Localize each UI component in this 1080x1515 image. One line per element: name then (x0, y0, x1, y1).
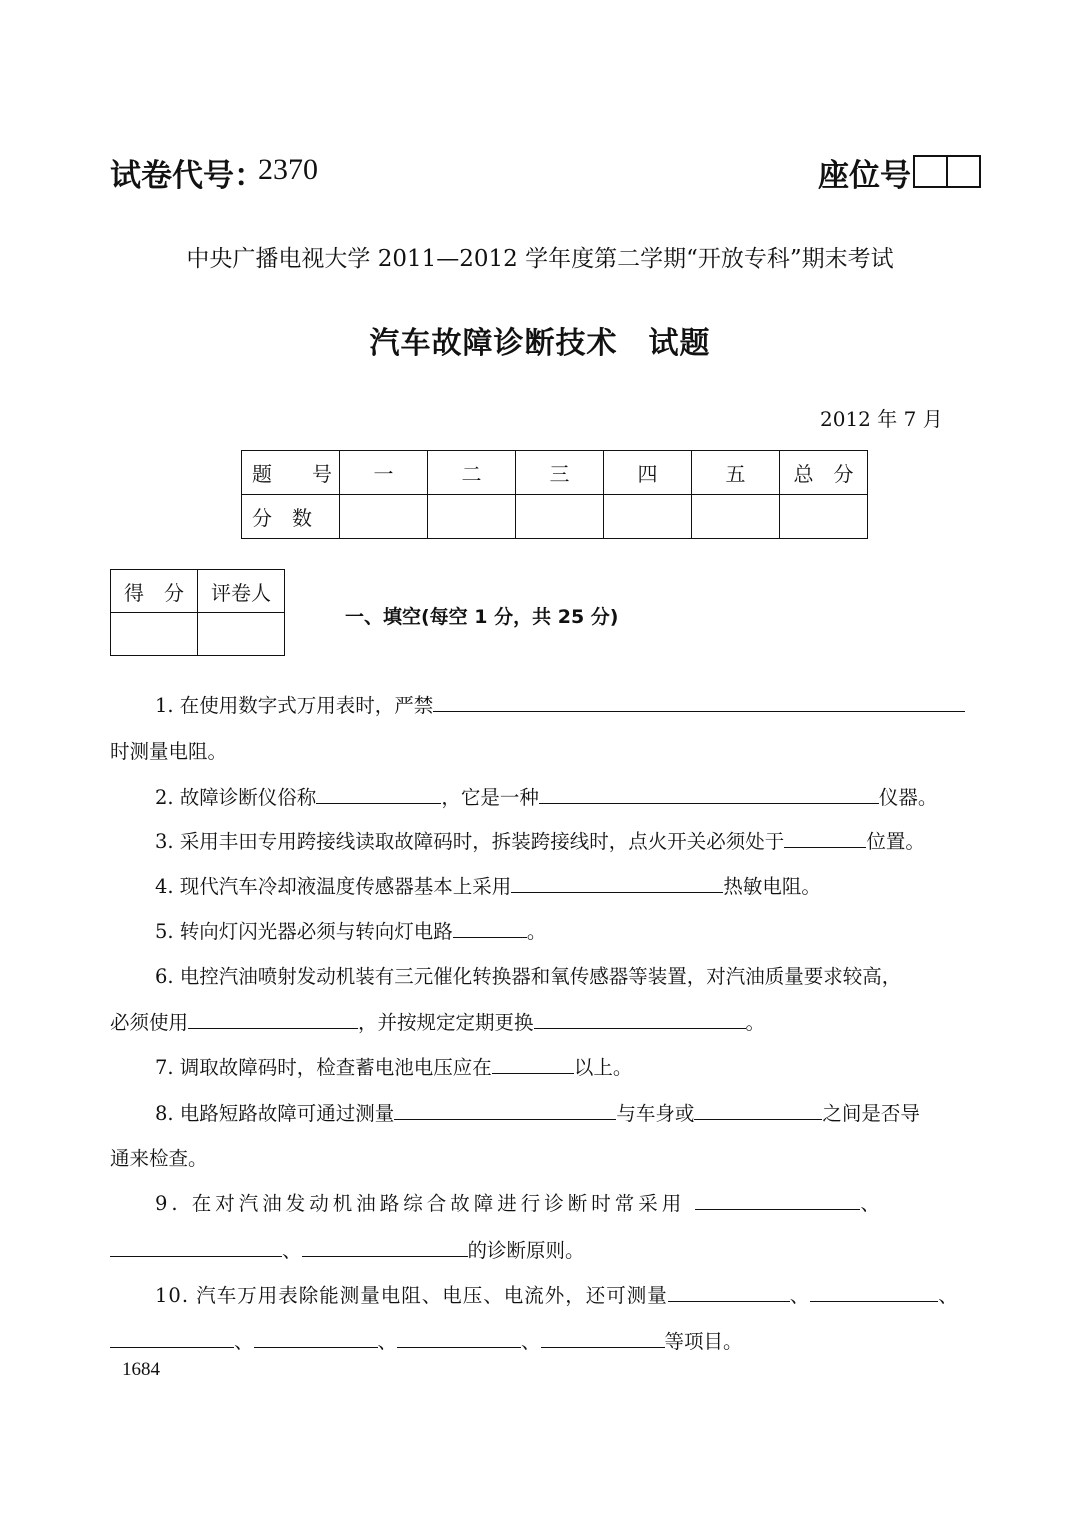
question-text: 。 (745, 1011, 766, 1034)
question-text: 仪器。 (878, 786, 938, 809)
question-text: 、 (789, 1284, 811, 1307)
answer-blank[interactable] (453, 917, 527, 938)
score-cell-empty (516, 495, 604, 539)
score-table-header-row (242, 451, 868, 495)
question-9-cont (110, 1235, 585, 1263)
score-table-cell: 题 号 (242, 451, 340, 495)
score-table (241, 450, 868, 539)
question-10-cont (110, 1326, 743, 1354)
question-1-cont: 时测量电阻。 (110, 740, 228, 763)
score-cell-empty (780, 495, 868, 539)
question-text: 、 (234, 1330, 254, 1353)
grader-cell-empty (111, 613, 198, 656)
answer-blank[interactable] (302, 1236, 468, 1257)
question-text: 位置。 (866, 830, 925, 853)
question-text: 3. 采用丰田专用跨接线读取故障码时，拆装跨接线时，点火开关必须处于 (155, 830, 785, 853)
score-table-cell: 五 (692, 451, 780, 495)
seat-cell (946, 157, 979, 186)
exam-code-label: 试卷代号： (110, 158, 265, 194)
answer-blank[interactable] (188, 1008, 358, 1029)
answer-blank[interactable] (668, 1281, 790, 1302)
question-text: 2. 故障诊断仪俗称 (155, 786, 317, 809)
score-table-cell: 二 (428, 451, 516, 495)
grader-cell-empty (198, 613, 285, 656)
answer-blank[interactable] (539, 783, 879, 804)
answer-blank[interactable] (110, 1327, 234, 1348)
question-text: 以上。 (573, 1056, 633, 1079)
question-5 (155, 916, 546, 944)
question-text: 、 (860, 1192, 884, 1215)
answer-blank[interactable] (316, 783, 441, 804)
seat-cell (915, 157, 946, 186)
question-text: 与车身或 (616, 1102, 695, 1125)
question-text: 9. 在对汽油发动机油路综合故障进行诊断时常采用 (155, 1192, 686, 1215)
question-6-cont (110, 1007, 765, 1035)
question-10 (155, 1280, 959, 1308)
question-text: 、 (377, 1330, 398, 1353)
question-text: 。 (526, 920, 547, 943)
question-6: 6. 电控汽油喷射发动机装有三元催化转换器和氧传感器等装置，对汽油质量要求较高， (155, 965, 902, 988)
score-table-cell: 一 (340, 451, 428, 495)
question-9 (155, 1188, 884, 1216)
exam-code-value: 2370 (258, 153, 318, 186)
answer-blank[interactable] (784, 827, 866, 848)
answer-blank[interactable] (541, 1327, 665, 1348)
question-2 (155, 782, 937, 810)
answer-blank[interactable] (254, 1327, 378, 1348)
score-table-cell: 分 数 (242, 495, 340, 539)
score-cell-empty (604, 495, 692, 539)
answer-blank[interactable] (433, 691, 965, 712)
question-text: 、 (282, 1239, 302, 1262)
answer-blank[interactable] (810, 1281, 938, 1302)
question-8-cont: 通来检查。 (110, 1147, 208, 1170)
question-text: 8. 电路短路故障可通过测量 (155, 1102, 395, 1125)
institution-line: 中央广播电视大学 2011—2012 学年度第二学期“开放专科”期末考试 (186, 246, 894, 272)
grader-score-label: 得 分 (111, 570, 198, 613)
answer-blank[interactable] (695, 1189, 860, 1210)
score-table-cell: 四 (604, 451, 692, 495)
seat-number-label: 座位号 (818, 158, 911, 194)
question-8 (155, 1098, 920, 1126)
question-text: 热敏电阻。 (723, 875, 821, 898)
answer-blank[interactable] (397, 1327, 521, 1348)
score-table-score-row (242, 495, 868, 539)
answer-blank[interactable] (492, 1053, 574, 1074)
exam-title: 汽车故障诊断技术 试题 (369, 326, 711, 361)
question-text: 5. 转向灯闪光器必须与转向灯电路 (155, 920, 453, 943)
question-text: 、 (521, 1330, 541, 1353)
question-4 (155, 871, 821, 899)
exam-date: 2012 年 7 月 (820, 407, 943, 431)
answer-blank[interactable] (511, 872, 723, 893)
question-text: ，它是一种 (441, 786, 539, 809)
question-text: 的诊断原则。 (467, 1239, 585, 1262)
section-heading: 一、填空(每空 1 分，共 25 分) (345, 606, 619, 628)
seat-number-box (913, 155, 981, 188)
question-text: 10. 汽车万用表除能测量电阻、电压、电流外，还可测量 (155, 1284, 668, 1307)
answer-blank[interactable] (110, 1236, 282, 1257)
answer-blank[interactable] (694, 1099, 822, 1120)
grader-table (110, 569, 285, 656)
question-text: 7. 调取故障码时，检查蓄电池电压应在 (155, 1056, 492, 1079)
answer-blank[interactable] (534, 1008, 746, 1029)
question-text: ，并按规定定期更换 (358, 1011, 534, 1034)
question-text: 之间是否导 (822, 1102, 920, 1125)
grader-name-label: 评卷人 (198, 570, 285, 613)
score-table-cell: 三 (516, 451, 604, 495)
question-text: 1. 在使用数字式万用表时，严禁 (155, 694, 434, 717)
score-table-cell: 总 分 (780, 451, 868, 495)
score-cell-empty (692, 495, 780, 539)
answer-blank[interactable] (394, 1099, 616, 1120)
score-cell-empty (340, 495, 428, 539)
page-number: 1684 (122, 1359, 160, 1380)
question-text: 必须使用 (110, 1011, 189, 1034)
question-text: 、 (938, 1284, 959, 1307)
question-7 (155, 1052, 632, 1080)
question-1 (155, 690, 965, 718)
score-cell-empty (428, 495, 516, 539)
question-text: 等项目。 (664, 1330, 743, 1353)
question-3 (155, 826, 925, 854)
question-text: 4. 现代汽车冷却液温度传感器基本上采用 (155, 875, 512, 898)
